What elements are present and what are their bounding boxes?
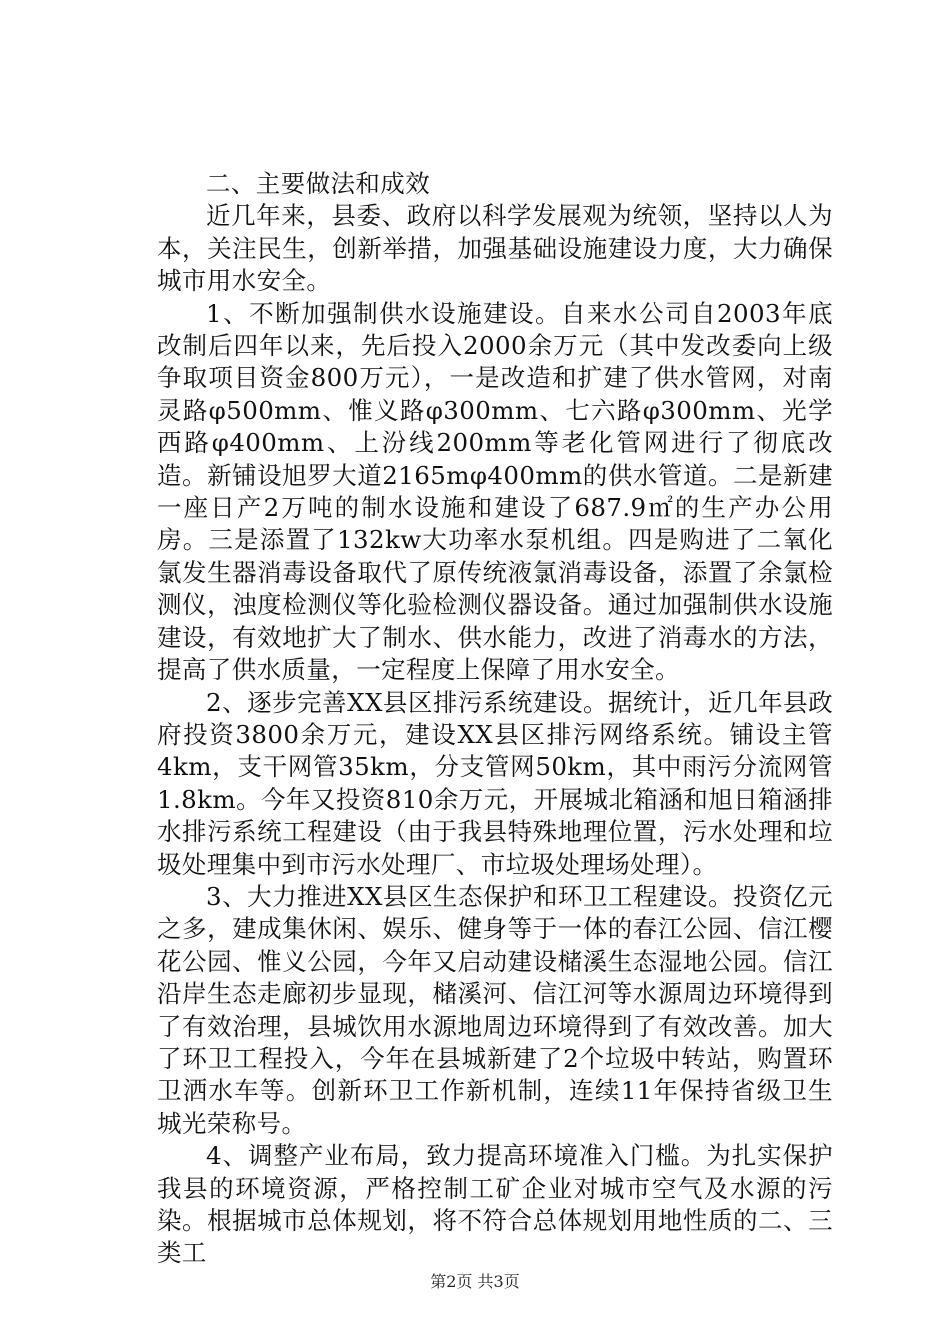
paragraph-industrial-layout: 4、调整产业布局，致力提高环境准入门槛。为扎实保护我县的环境资源，严格控制工矿企业对城市空气及水源的污染。根据城市总体规划，将不符合总体规划用地性质的二、三类工 [157,1141,833,1268]
paragraph-ecology-sanitation: 3、大力推进XX县区生态保护和环卫工程建设。投资亿元之多，建成集休闲、娱乐、健身等于一体的春江公园、信江樱花公园、惟义公园，今年又启动建设槠溪生态湿地公园。信江沿岸生态走廊初步显现，槠溪河、信江河等水源周边环境得到了有效治理，县城饮用水源地周边环境得到了有效改善。加大了环卫工程投入，今年在县城新建了2个垃圾中转站，购置环卫洒水车等。创新环卫工作新机制，连续11年保持省级卫生城光荣称号。 [157,881,833,1138]
page-number-label: 第2页 共3页 [430,1272,520,1291]
paragraph-water-supply: 1、不断加强制供水设施建设。自来水公司自2003年底改制后四年以来，先后投入2000余万元（其中发改委向上级争取项目资金800万元），一是改造和扩建了供水管网，对南灵路φ500mm、惟义路φ300mm、七六路φ300mm、光学西路φ400mm、上汾线200mm等老化管网进行了彻底改造。新铺设旭罗大道2165mφ400mm的供水管道。二是新建一座日产2万吨的制水设施和建设了687.9㎡的生产办公用房。三是添置了132kw大功率水泵机组。四是购进了二氧化氯发生器消毒设备取代了原传统液氯消毒设备，添置了余氯检测仪，浊度检测仪等化验检测仪器设备。通过加强制供水设施建设，有效地扩大了制水、供水能力，改进了消毒水的方法，提高了供水质量，一定程度上保障了用水安全。 [157,298,833,685]
paragraph-sewage-system: 2、逐步完善XX县区排污系统建设。据统计，近几年县政府投资3800余万元，建设XX县区排污网络系统。铺设主管4km，支干网管35km，分支管网50km，其中雨污分流网管1.8km。今年又投资810余万元，开展城北箱涵和旭日箱涵排水排污系统工程建设（由于我县特殊地理位置，污水处理和垃圾处理集中到市污水处理厂、市垃圾处理场处理）。 [157,687,833,879]
document-body [157,168,833,1270]
page-footer [0,1272,950,1292]
intro-paragraph: 近几年来，县委、政府以科学发展观为统领，坚持以人为本，关注民生，创新举措，加强基础设施建设力度，大力确保城市用水安全。 [157,201,833,296]
section-heading: 二、主要做法和成效 [206,169,431,198]
